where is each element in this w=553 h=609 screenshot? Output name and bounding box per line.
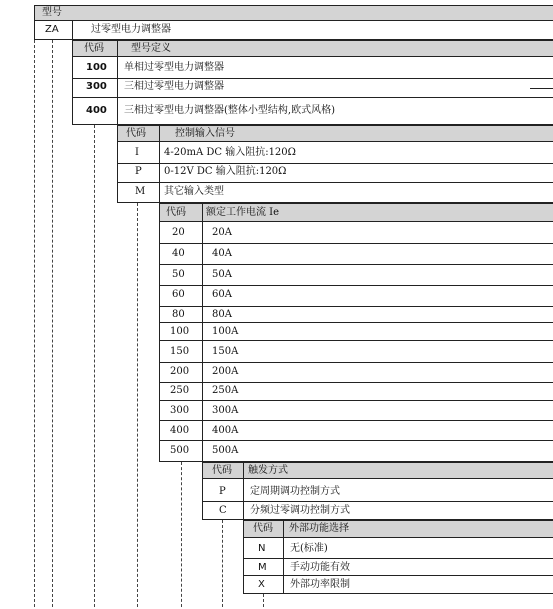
section3-code: 80 bbox=[172, 309, 185, 320]
model-description: 过零型电力调整器 bbox=[91, 24, 171, 35]
section2-desc: 4-20mA DC 输入阻抗:120Ω bbox=[164, 147, 296, 158]
section2-col-desc: 控制输入信号 bbox=[175, 128, 235, 139]
section4-desc: 定周期调功控制方式 bbox=[250, 486, 340, 497]
section3-code: 400 bbox=[170, 425, 190, 436]
section5-desc: 手动功能有效 bbox=[290, 562, 350, 573]
section5-desc: 外部功率限制 bbox=[290, 579, 350, 590]
section5-col-code: 代码 bbox=[253, 523, 273, 534]
section3-code: 20 bbox=[172, 227, 185, 238]
section1-desc: 三相过零型电力调整器 bbox=[124, 81, 224, 92]
section4-desc: 分频过零调功控制方式 bbox=[250, 505, 350, 516]
section3-desc: 40A bbox=[212, 248, 232, 259]
section2-desc: 其它输入类型 bbox=[164, 186, 224, 197]
section3-desc: 150A bbox=[212, 346, 239, 357]
section1-code: 300 bbox=[86, 81, 107, 92]
section5-code: M bbox=[258, 562, 267, 573]
section3-code: 300 bbox=[170, 405, 190, 416]
section5-code: N bbox=[258, 543, 266, 554]
section2-code: P bbox=[135, 166, 142, 177]
model-code: ZA bbox=[45, 24, 59, 35]
section1-col-code: 代码 bbox=[84, 43, 104, 54]
section1-code: 100 bbox=[86, 62, 107, 73]
section3-code: 40 bbox=[172, 248, 185, 259]
section5-desc: 无(标准) bbox=[290, 543, 328, 554]
section1-desc: 三相过零型电力调整器(整体小型结构,欧式风格) bbox=[124, 105, 335, 116]
section2-code: I bbox=[135, 147, 139, 158]
section3-desc: 500A bbox=[212, 445, 239, 456]
section4-col-code: 代码 bbox=[212, 465, 232, 476]
section5-col-desc: 外部功能选择 bbox=[289, 523, 349, 534]
section3-code: 200 bbox=[170, 366, 190, 377]
section1-desc: 单相过零型电力调整器 bbox=[124, 62, 224, 73]
section4-col-desc: 触发方式 bbox=[248, 465, 288, 476]
section3-desc: 50A bbox=[212, 269, 232, 280]
section4-code: P bbox=[219, 486, 226, 497]
section3-desc: 400A bbox=[212, 425, 239, 436]
section3-desc: 300A bbox=[212, 405, 239, 416]
section3-desc: 200A bbox=[212, 366, 239, 377]
model-header-label: 型号 bbox=[42, 7, 62, 18]
section3-code: 60 bbox=[172, 289, 185, 300]
section4-code: C bbox=[219, 505, 227, 516]
section2-desc: 0-12V DC 输入阻抗:120Ω bbox=[164, 166, 287, 177]
section3-col-desc: 额定工作电流 Ie bbox=[206, 207, 280, 218]
model-header-bar bbox=[34, 5, 553, 21]
section3-code: 50 bbox=[172, 269, 185, 280]
section3-code: 100 bbox=[170, 326, 190, 337]
section3-code: 150 bbox=[170, 346, 190, 357]
section3-col-code: 代码 bbox=[166, 207, 186, 218]
section2-code: M bbox=[135, 186, 146, 197]
section3-code: 500 bbox=[170, 445, 190, 456]
section3-desc: 20A bbox=[212, 227, 232, 238]
section2-col-code: 代码 bbox=[126, 128, 146, 139]
section5-code: X bbox=[258, 579, 265, 590]
section3-desc: 250A bbox=[212, 385, 239, 396]
section1-col-desc: 型号定义 bbox=[131, 43, 171, 54]
section3-desc: 100A bbox=[212, 326, 239, 337]
section3-desc: 80A bbox=[212, 309, 232, 320]
section1-code: 400 bbox=[86, 105, 107, 116]
section3-code: 250 bbox=[170, 385, 190, 396]
section3-desc: 60A bbox=[212, 289, 232, 300]
